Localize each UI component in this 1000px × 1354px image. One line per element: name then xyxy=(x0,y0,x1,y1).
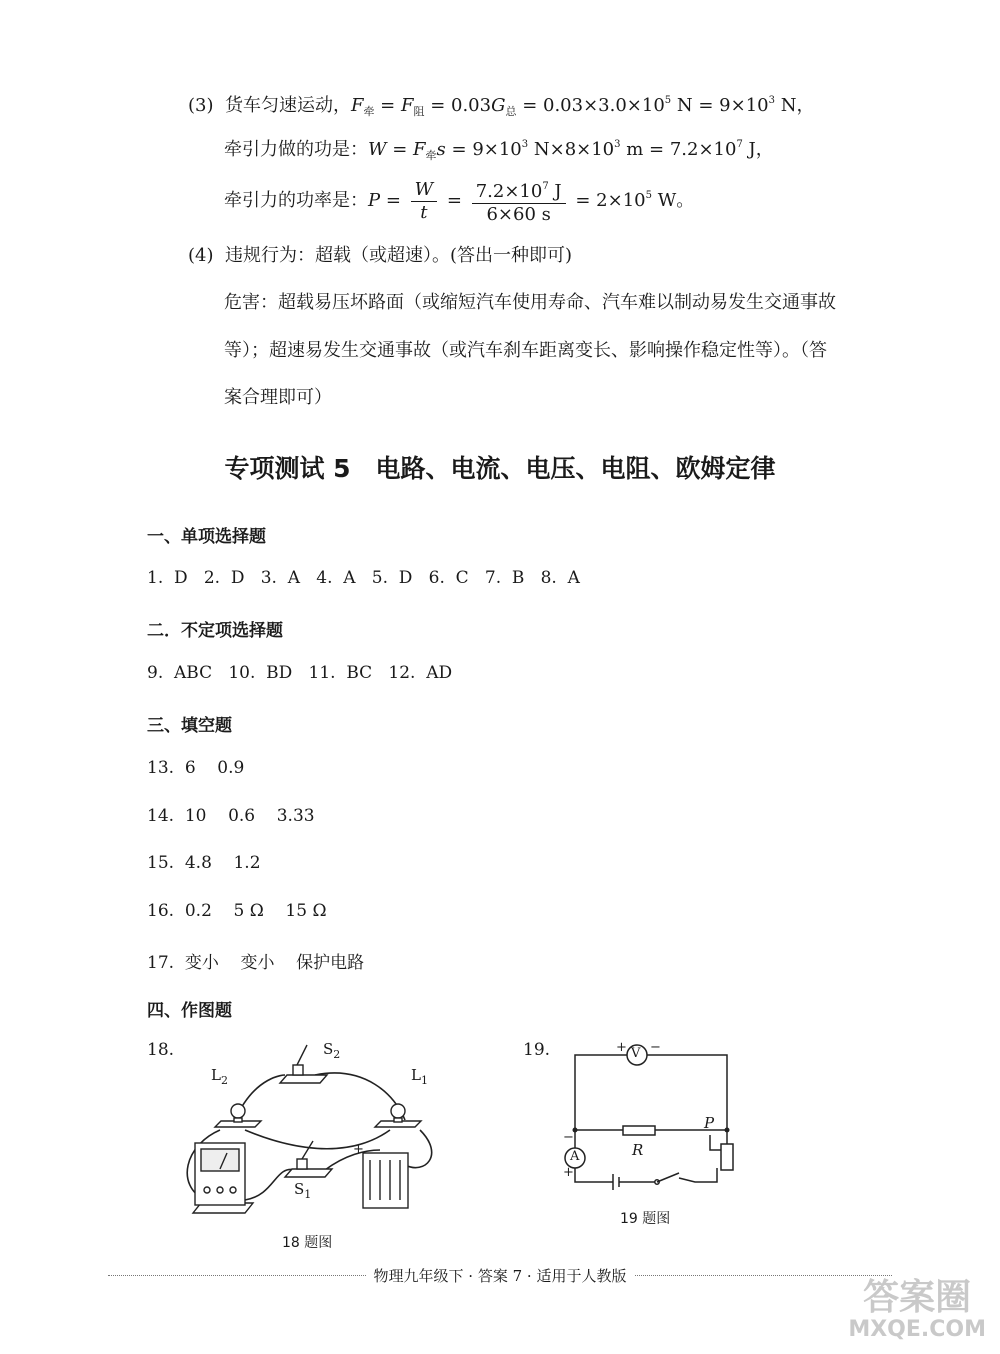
part4-line2: 危害：超载易压坏路面（或缩短汽车使用寿命、汽车难以制动易发生交通事故 xyxy=(224,292,836,313)
figure-19-circuit xyxy=(555,1040,755,1190)
heading-drawing: 四、作图题 xyxy=(147,1001,232,1021)
heading-multi-choice: 二．不定项选择题 xyxy=(147,621,283,641)
fraction-values: $\frac{7.2\times 10^7 J}{6\times 60 s}$ xyxy=(472,176,566,226)
ammeter-minus: − xyxy=(563,1130,574,1145)
part4-line3: 等）；超速易发生交通事故（或汽车刹车距离变长、影响操作稳定性等）。（答 xyxy=(224,340,827,361)
answer-q17: 17. 变小 变小 保护电路 xyxy=(147,953,365,973)
ammeter-plus: + xyxy=(563,1165,574,1180)
heading-fill-blank: 三、填空题 xyxy=(147,716,232,736)
resistor-R xyxy=(623,1126,655,1135)
label-L2: $L_2$ xyxy=(211,1066,228,1087)
lamp-L1 xyxy=(375,1104,421,1127)
answers-multi-choice: 9. ABC 10. BD 11. BC 12. AD xyxy=(147,663,453,683)
label-S2: $S_2$ xyxy=(323,1040,341,1061)
watermark-logo: 答案圈 MXQE.COM xyxy=(848,1277,986,1342)
answer-q13: 13. 6 0.9 xyxy=(147,758,245,778)
part4-number: (4) xyxy=(188,245,214,266)
answer-q16: 16. 0.2 5 Ω 15 Ω xyxy=(147,901,327,921)
q18-number: 18. xyxy=(147,1040,175,1060)
wire xyxy=(405,1130,432,1168)
svg-text:+: + xyxy=(353,1142,364,1157)
switch-symbol xyxy=(655,1173,679,1184)
part3-number: (3) xyxy=(188,95,214,116)
part3-line3: 牵引力的功率是：P = $\frac{W}{t}$ = $\frac{7.2\times 10^7 J}{6\times 60 s}$ = $2\times 10^5$ W。 xyxy=(224,171,694,226)
q19-number: 19. xyxy=(523,1040,551,1060)
page-footer: 物理九年级下 · 答案 7 · 适用于人教版 xyxy=(0,1265,1000,1286)
voltmeter-label: V xyxy=(631,1046,641,1061)
part3-line1: (3) 货车匀速运动，$F_牵 = F_阻 = 0.03G_总 = 0.03\times 3.0\times 10^5$ $N = 9\times 10^3$ N， xyxy=(188,95,815,118)
fraction-w-over-t: $\frac{W}{t}$ xyxy=(411,179,438,224)
lamp-L2 xyxy=(215,1104,261,1127)
heading-single-choice: 一、单项选择题 xyxy=(147,527,266,547)
switch-S2 xyxy=(280,1045,327,1083)
answers-single-choice: 1. D 2. D 3. A 4. A 5. D 6. C 7. B 8. A xyxy=(147,568,580,588)
meter xyxy=(193,1143,253,1213)
answer-q15: 15. 4.8 1.2 xyxy=(147,853,261,873)
resistor-label: R xyxy=(632,1141,644,1159)
figure-19-caption: 19 题图 xyxy=(620,1211,671,1227)
switch-S1 xyxy=(285,1141,332,1177)
label-S1: $S_1$ xyxy=(294,1180,312,1201)
part3-line2: 牵引力做的功是：$W = F_牵s = 9\times 10^3$ $N\times 8\times 10^3$ $m = 7.2\times 10^7$ J， xyxy=(224,139,774,162)
answer-q14: 14. 10 0.6 3.33 xyxy=(147,806,315,826)
wire xyxy=(245,1130,390,1149)
label-L1: $L_1$ xyxy=(411,1066,428,1087)
voltmeter-plus: + xyxy=(616,1040,627,1055)
battery xyxy=(363,1153,408,1208)
part4-line1: (4) 违规行为：超载（或超速）。(答出一种即可) xyxy=(188,245,572,266)
section-title: 专项测试 5 电路、电流、电压、电阻、欧姆定律 xyxy=(224,454,776,483)
ammeter-label: A xyxy=(570,1149,580,1164)
slider-label: P xyxy=(704,1114,715,1132)
figure-18-caption: 18 题图 xyxy=(282,1235,333,1251)
battery-symbol xyxy=(613,1174,619,1190)
part4-line4: 案合理即可） xyxy=(224,387,332,408)
voltmeter-minus: − xyxy=(650,1040,661,1055)
